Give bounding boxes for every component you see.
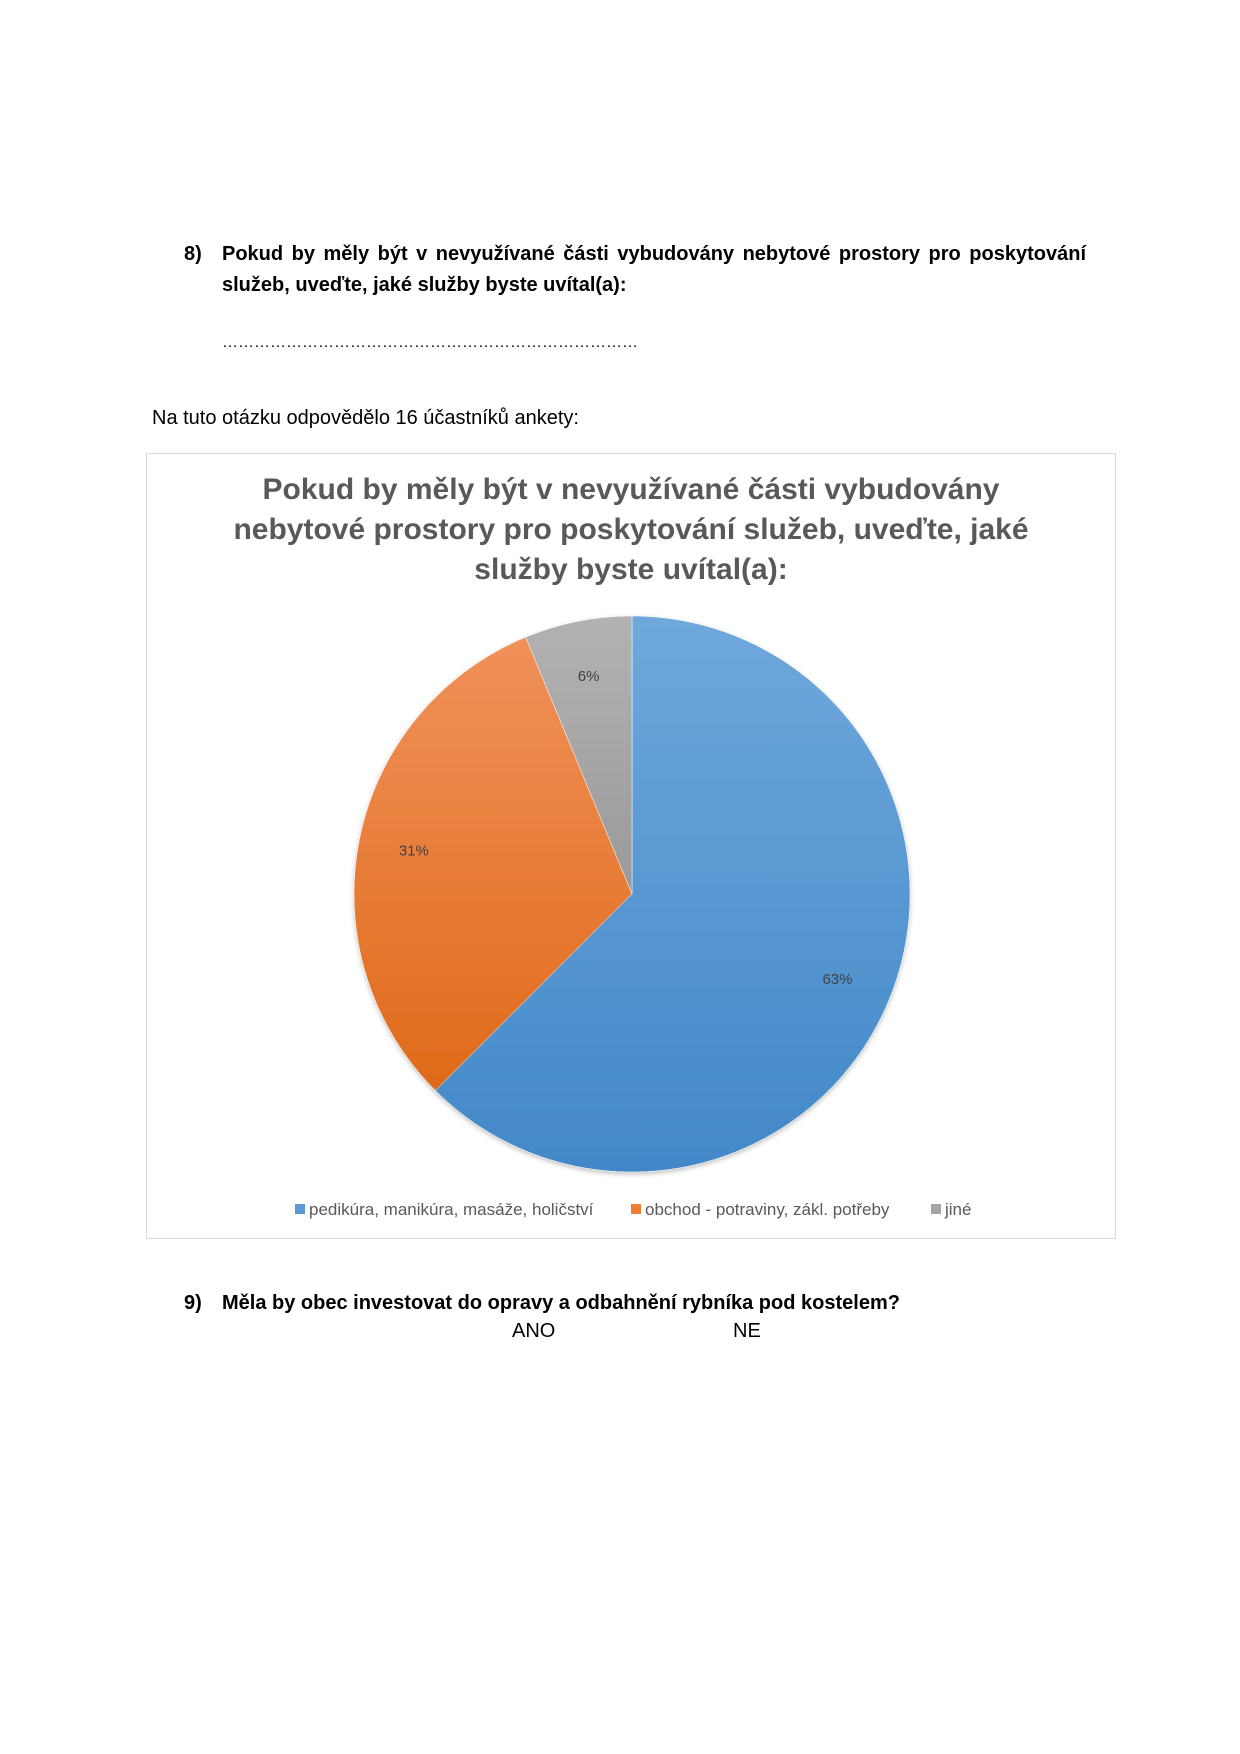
chart-title-line-2: nebytové prostory pro poskytování služeb, uveďte, jaké (233, 513, 1029, 546)
legend-label-obchod: obchod - potraviny, zákl. potřeby (645, 1200, 890, 1219)
pie-chart (146, 453, 1116, 1239)
question-8-line-1: Pokud by měly být v nevyužívané části vybudovány nebytové prostory pro poskytování (222, 243, 1086, 265)
legend-swatch-orange (631, 1204, 641, 1214)
pie-svg (147, 454, 1115, 1238)
legend-item-pedikura (295, 1200, 593, 1220)
chart-title-line-3: služby byste uvítal(a): (474, 553, 788, 586)
chart-title-line-1: Pokud by měly být v nevyužívané části vybudovány (262, 473, 1000, 506)
answer-option-ano: ANO (512, 1320, 556, 1342)
data-label-pedikura: 63% (822, 971, 853, 989)
data-label-obchod: 31% (398, 842, 429, 860)
data-label-jine: 6% (577, 667, 600, 685)
question-8-line-2: služeb, uveďte, jaké služby byste uvítal(a): (222, 274, 627, 296)
question-8-text (222, 239, 1086, 301)
legend-swatch-gray (931, 1204, 941, 1214)
question-9-text: Měla by obec investovat do opravy a odbahnění rybníka pod kostelem? (222, 1292, 900, 1314)
legend-swatch-blue (295, 1204, 305, 1214)
question-9-number: 9) (184, 1292, 202, 1314)
legend-item-obchod (631, 1200, 889, 1220)
answer-option-ne: NE (733, 1320, 761, 1342)
intro-text: Na tuto otázku odpovědělo 16 účastníků ankety: (152, 407, 579, 429)
chart-legend (147, 1200, 1115, 1224)
question-8-number: 8) (184, 243, 202, 265)
legend-label-pedikura: pedikúra, manikúra, masáže, holičství (309, 1200, 594, 1219)
legend-label-jine: jiné (945, 1200, 972, 1219)
answer-placeholder-dots: …………………………………………………………………… (222, 334, 638, 351)
legend-item-jine (931, 1200, 971, 1220)
